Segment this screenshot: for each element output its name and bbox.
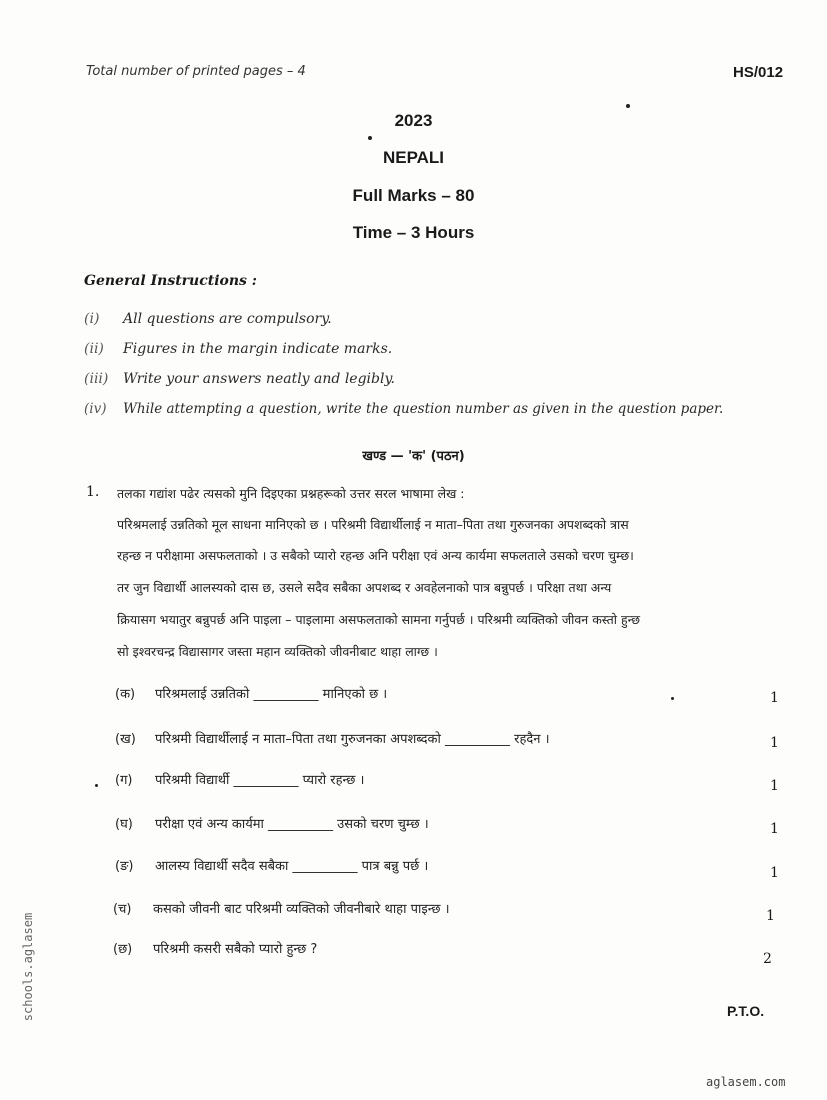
instructions-heading: General Instructions : <box>84 273 257 289</box>
instruction-number: (i) <box>84 311 100 327</box>
sub-question-text: परिश्रमी विद्यार्थीलाई न माता–पिता तथा गुरुजनका अपशब्दको __________ रहदैन । <box>155 732 550 747</box>
exam-subject: NEPALI <box>382 148 445 167</box>
instruction-text: Figures in the margin indicate marks. <box>123 341 393 357</box>
instruction-number: (ii) <box>84 341 104 357</box>
passage-line: सो इश्वरचन्द्र विद्यासागर जस्ता महान व्यक्तिको जीवनीबाट थाहा लाग्छ । <box>117 644 438 659</box>
section-heading: खण्ड — 'क' (पठन) <box>362 449 465 464</box>
sub-question-label: (ख) <box>115 732 136 747</box>
passage-line: क्रियासग भयातुर बन्नुपर्छ अनि पाइला – पाइलामा असफलताको सामना गर्नुपर्छ । परिश्रमी व्यक्तिको जीवन कस्तो हुन्छ <box>117 612 640 627</box>
sub-question-mark: 1 <box>770 865 779 881</box>
instruction-text: All questions are compulsory. <box>123 311 332 327</box>
sub-question <box>115 770 364 788</box>
paper-code: HS/012 <box>733 64 784 81</box>
passage-line: तर जुन विद्यार्थी आलस्यको दास छ, उसले सदैव सबैका अपशब्द र अवहेलनाको पात्र बन्नुपर्छ । परिक्षा तथा अन्य <box>117 580 612 595</box>
printed-pages-note: Total number of printed pages – 4 <box>86 64 306 79</box>
sub-question-text: परिश्रमी कसरी सबैको प्यारो हुन्छ ? <box>153 942 318 957</box>
sub-question-mark: 1 <box>770 735 779 751</box>
sub-question-text: परिश्रमी विद्यार्थी __________ प्यारो रहन्छ । <box>155 773 365 788</box>
sub-question-label: (छ) <box>113 942 133 957</box>
instruction-text: Write your answers neatly and legibly. <box>123 371 395 387</box>
speck-dot <box>626 104 630 108</box>
sub-question <box>115 814 429 832</box>
sub-question-text: आलस्य विद्यार्थी सदैव सबैका __________ पात्र बन्नु पर्छ । <box>155 859 429 874</box>
sub-question-text: परीक्षा एवं अन्य कार्यमा __________ उसको चरण चुम्छ । <box>155 817 429 832</box>
sub-question-text: परिश्रमलाई उन्नतिको __________ मानिएको छ । <box>155 687 388 702</box>
sub-question-label: (घ) <box>115 817 133 832</box>
footer-watermark: aglasem.com <box>706 1075 786 1089</box>
instruction-text: While attempting a question, write the question number as given in the question paper. <box>123 401 724 417</box>
sub-question-text: कसको जीवनी बाट परिश्रमी व्यक्तिको जीवनीबारे थाहा पाइन्छ । <box>153 902 450 917</box>
question-number: 1. <box>86 484 100 500</box>
sub-question <box>115 729 550 747</box>
sub-question <box>113 899 450 917</box>
speck-dot <box>95 784 98 787</box>
sub-question-mark: 2 <box>763 951 772 967</box>
exam-year: 2023 <box>394 111 433 130</box>
sub-question <box>115 684 387 702</box>
sub-question-mark: 1 <box>770 821 779 837</box>
sub-question <box>115 856 428 874</box>
speck-dot <box>671 697 674 700</box>
sub-question-label: (ङ) <box>115 859 134 874</box>
sub-question-mark: 1 <box>770 778 779 794</box>
pto-note: P.T.O. <box>727 1003 765 1019</box>
sub-question-label: (च) <box>113 902 132 917</box>
question-prompt: तलका गद्यांश पढेर त्यसको मुनि दिइएका प्रश्नहरूको उत्तर सरल भाषामा लेख : <box>117 486 465 501</box>
sub-question-label: (ग) <box>115 773 133 788</box>
instruction-item <box>84 401 723 417</box>
instruction-item <box>84 341 392 357</box>
exam-time: Time – 3 Hours <box>352 223 475 242</box>
instruction-item <box>84 371 395 387</box>
instruction-number: (iv) <box>84 401 107 417</box>
speck-dot <box>368 136 372 140</box>
side-watermark: schools.aglasem <box>21 912 36 1022</box>
sub-question-mark: 1 <box>766 908 775 924</box>
instruction-number: (iii) <box>84 371 109 387</box>
passage-line: रहन्छ न परीक्षामा असफलताको । उ सबैको प्यारो रहन्छ अनि परीक्षा एवं अन्य कार्यमा सफलताले उसको चरण चुम्छ। <box>117 548 634 563</box>
sub-question-label: (क) <box>115 687 136 702</box>
sub-question-mark: 1 <box>770 690 779 706</box>
passage-line: परिश्रमलाई उन्नतिको मूल साधना मानिएको छ । परिश्रमी विद्यार्थीलाई न माता–पिता तथा गुरुजनका अपशब्दको त्रास <box>117 517 629 532</box>
full-marks: Full Marks – 80 <box>352 186 475 205</box>
instruction-item <box>84 311 332 327</box>
sub-question <box>113 939 317 957</box>
